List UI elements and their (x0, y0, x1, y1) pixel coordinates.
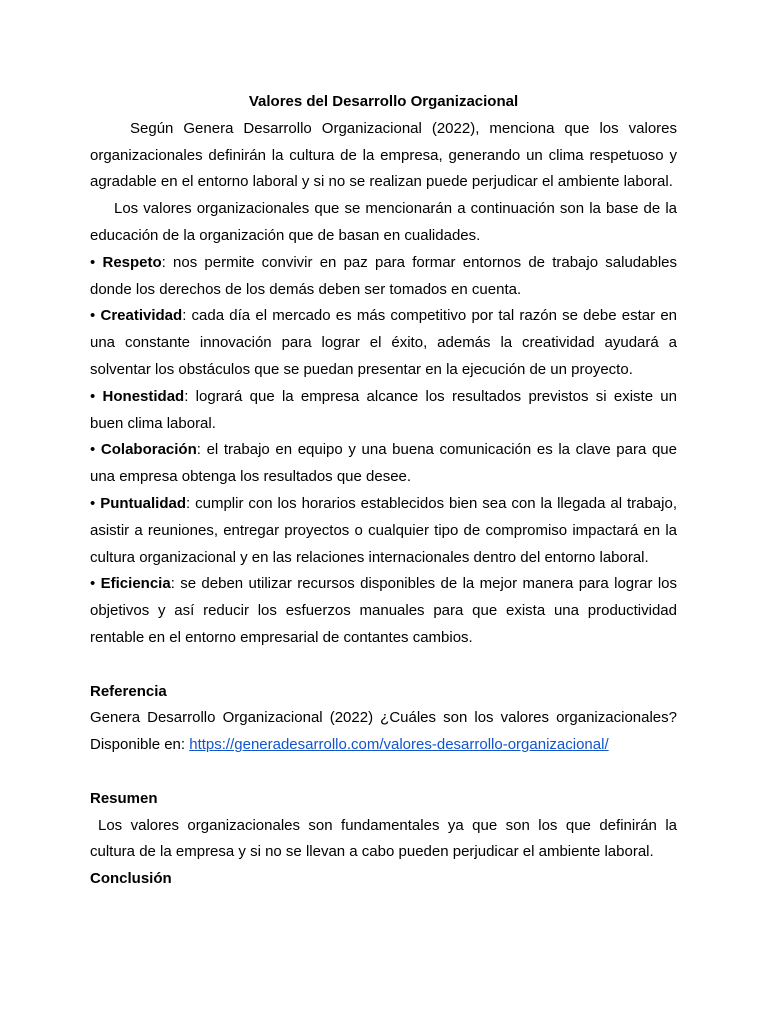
bullet-symbol: • (90, 575, 96, 593)
value-item-creatividad (90, 303, 677, 383)
intro-paragraph: Según Genera Desarrollo Organizacional (2022), menciona que los valores organizacionales definirán la cultura de la empresa, generando un clima respetuoso y agradable en el entorno laboral y si no se realizan puede perjudicar el ambiente laboral. (90, 119, 677, 191)
value-item-honestidad (90, 384, 677, 438)
value-term: Colaboración (100, 441, 197, 459)
bullet-symbol: • (90, 307, 96, 325)
values-intro-paragraph: Los valores organizacionales que se mencionarán a continuación son la base de la educación de la organización que de basan en cualidades. (90, 200, 677, 244)
bullet-symbol: • (90, 387, 96, 405)
conclusion-heading: Conclusión (90, 870, 172, 888)
reference-link[interactable]: https://generadesarrollo.com/valores-desarrollo-organizacional/ (189, 736, 609, 754)
value-item-respeto (90, 250, 677, 304)
reference-paragraph (90, 705, 677, 759)
value-item-colaboracion (90, 437, 677, 491)
value-description: : cumplir con los horarios establecidos bien sea con la llegada al trabajo, asistir a reuniones, entregar proyectos o cualquier tipo de compromiso impactará en la cultura organizacional y en las relaciones internacionales dentro del entorno laboral. (90, 494, 677, 566)
value-description: : cada día el mercado es más competitivo por tal razón se debe estar en una constante innovación para lograr el éxito, además la creatividad ayudará a solventar los obstáculos que se puedan presentar en la ejecución de un proyecto. (90, 307, 677, 378)
value-description: : nos permite convivir en paz para formar entornos de trabajo saludables donde los derechos de los demás deben ser tomados en cuenta. (90, 253, 677, 298)
document-title: Valores del Desarrollo Organizacional (248, 93, 519, 110)
document-body (90, 89, 677, 893)
value-term: Creatividad (100, 307, 183, 325)
value-item-eficiencia (90, 571, 677, 651)
value-term: Respeto (102, 253, 162, 271)
reference-heading: Referencia (90, 682, 167, 700)
reference-text: Genera Desarrollo Organizacional (2022) ¿Cuáles son los valores organizacionales? Disponible en: (90, 709, 677, 754)
bullet-symbol: • (90, 253, 96, 271)
value-description: : se deben utilizar recursos disponibles de la mejor manera para lograr los objetivos y así reducir los esfuerzos manuales para que exista una productividad rentable en el entorno empresarial de contantes cambios. (90, 575, 677, 646)
bullet-symbol: • (90, 494, 96, 512)
value-description: : logrará que la empresa alcance los resultados previstos si existe un buen clima laboral. (90, 387, 677, 432)
bullet-symbol: • (90, 441, 96, 459)
value-term: Puntualidad (100, 494, 187, 512)
summary-heading: Resumen (90, 789, 158, 807)
value-item-puntualidad (90, 491, 677, 571)
value-term: Eficiencia (100, 575, 171, 593)
spacer (90, 759, 677, 786)
value-term: Honestidad (102, 387, 185, 405)
summary-paragraph: Los valores organizacionales son fundamentales ya que son los que definirán la cultura de la empresa y si no se llevan a cabo pueden perjudicar el ambiente laboral. (90, 816, 677, 861)
spacer (90, 652, 677, 679)
value-description: : el trabajo en equipo y una buena comunicación es la clave para que una empresa obtenga los resultados que desee. (90, 441, 677, 486)
